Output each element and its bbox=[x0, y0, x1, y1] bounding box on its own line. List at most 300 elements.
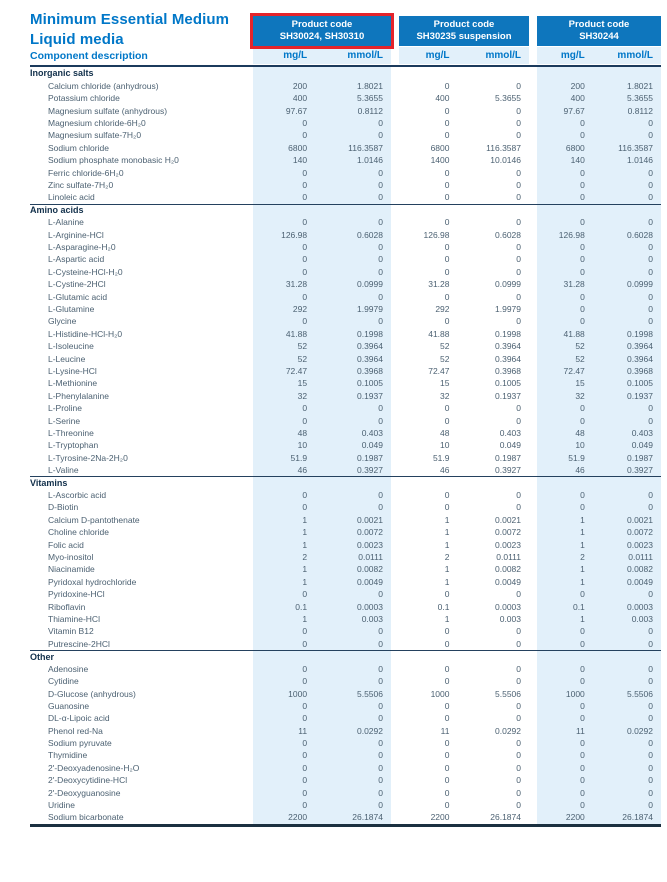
mmol-value: 0 bbox=[516, 266, 521, 277]
value-band bbox=[399, 663, 529, 675]
mg-value: 0 bbox=[444, 589, 450, 600]
mg-value: 0 bbox=[580, 291, 585, 302]
mg-value: 1 bbox=[444, 527, 450, 538]
component-row bbox=[30, 228, 661, 240]
product-code-box-3 bbox=[537, 16, 661, 46]
mg-value: 1 bbox=[444, 564, 450, 575]
component-row bbox=[30, 613, 661, 625]
mg-value: 1 bbox=[302, 527, 308, 538]
value-band bbox=[399, 315, 529, 327]
component-label: 2'-Deoxyguanosine bbox=[48, 787, 121, 798]
value-band bbox=[537, 588, 661, 600]
mmol-value: 0.1987 bbox=[495, 452, 521, 463]
mg-value: 126.98 bbox=[281, 229, 308, 240]
mg-value: 2 bbox=[444, 552, 450, 563]
mg-value: 10 bbox=[575, 440, 585, 451]
value-band bbox=[399, 725, 529, 737]
mmol-value: 0 bbox=[648, 713, 653, 724]
mmol-value: 5.5506 bbox=[356, 688, 383, 699]
value-band bbox=[253, 315, 391, 327]
mg-value: 15 bbox=[440, 378, 450, 389]
component-row bbox=[30, 80, 661, 92]
mg-value: 0 bbox=[302, 266, 308, 277]
value-band bbox=[253, 675, 391, 687]
mg-value: 1 bbox=[444, 539, 450, 550]
component-row bbox=[30, 786, 661, 798]
value-band bbox=[253, 377, 391, 389]
value-band bbox=[537, 179, 661, 191]
value-band bbox=[537, 811, 661, 823]
component-label: L-Histidine-HCl-H₂0 bbox=[48, 328, 123, 339]
mmol-value: 0 bbox=[648, 490, 653, 501]
value-band bbox=[399, 427, 529, 439]
mmol-value: 0.0021 bbox=[626, 514, 653, 525]
mg-value: 15 bbox=[297, 378, 308, 389]
component-label: Magnesium sulfate-7H₂0 bbox=[48, 130, 142, 141]
mmol-value: 5.3655 bbox=[356, 93, 383, 104]
mg-value: 0 bbox=[580, 626, 585, 637]
mmol-value: 0 bbox=[648, 117, 653, 128]
component-row bbox=[30, 290, 661, 302]
value-band bbox=[399, 588, 529, 600]
mg-value: 0 bbox=[444, 316, 450, 327]
component-row bbox=[30, 625, 661, 637]
value-band bbox=[253, 737, 391, 749]
mmol-value: 0 bbox=[648, 676, 653, 687]
value-band bbox=[399, 352, 529, 364]
value-band bbox=[537, 774, 661, 786]
mmol-value: 0 bbox=[648, 750, 653, 761]
unit-mg-header-3: mg/L bbox=[560, 50, 585, 61]
mmol-value: 0 bbox=[378, 254, 383, 265]
mmol-value: 0 bbox=[516, 254, 521, 265]
mg-value: 0 bbox=[302, 700, 308, 711]
mg-value: 0 bbox=[580, 800, 585, 811]
component-row bbox=[30, 117, 661, 129]
mg-value: 0 bbox=[580, 316, 585, 327]
mmol-value: 0.0292 bbox=[626, 725, 653, 736]
mg-value: 97.67 bbox=[285, 105, 308, 116]
section-header-row bbox=[30, 67, 661, 80]
mg-value: 32 bbox=[440, 390, 450, 401]
component-label: Thymidine bbox=[48, 750, 88, 761]
component-label: L-Phenylalanine bbox=[48, 390, 109, 401]
mmol-value: 1.0146 bbox=[356, 155, 383, 166]
page-title-line2: Liquid media bbox=[30, 31, 124, 48]
mmol-value: 0 bbox=[378, 291, 383, 302]
value-band bbox=[399, 154, 529, 166]
value-band bbox=[253, 228, 391, 240]
mmol-value: 0 bbox=[648, 291, 653, 302]
mmol-value: 0.0082 bbox=[356, 564, 383, 575]
value-band bbox=[537, 414, 661, 426]
value-band bbox=[253, 191, 391, 203]
value-band bbox=[399, 142, 529, 154]
component-row bbox=[30, 799, 661, 811]
mmol-value: 0 bbox=[648, 304, 653, 315]
mg-value: 1 bbox=[302, 613, 308, 624]
mmol-value: 0 bbox=[516, 626, 521, 637]
mmol-value: 10.0146 bbox=[490, 155, 521, 166]
value-band bbox=[399, 576, 529, 588]
component-label: Choline chloride bbox=[48, 527, 109, 538]
unit-mmol-header-3: mmol/L bbox=[617, 50, 653, 61]
value-band bbox=[399, 625, 529, 637]
value-band bbox=[537, 352, 661, 364]
mmol-value: 0 bbox=[648, 762, 653, 773]
mg-value: 72.47 bbox=[563, 365, 585, 376]
component-row bbox=[30, 600, 661, 612]
mg-value: 0 bbox=[302, 663, 308, 674]
mmol-value: 0 bbox=[378, 242, 383, 253]
component-label: Uridine bbox=[48, 800, 75, 811]
value-band bbox=[253, 365, 391, 377]
value-band bbox=[253, 526, 391, 538]
mg-value: 11 bbox=[575, 725, 585, 736]
mg-value: 1 bbox=[580, 613, 585, 624]
mmol-value: 0 bbox=[648, 167, 653, 178]
value-band bbox=[253, 811, 391, 823]
component-row bbox=[30, 191, 661, 203]
component-row bbox=[30, 563, 661, 575]
mmol-value: 0 bbox=[378, 403, 383, 414]
component-label: L-Proline bbox=[48, 403, 83, 414]
mg-value: 2 bbox=[302, 552, 308, 563]
component-row bbox=[30, 365, 661, 377]
mmol-value: 0.3968 bbox=[626, 365, 653, 376]
component-label: L-Arginine-HCl bbox=[48, 229, 104, 240]
mg-value: 0 bbox=[444, 192, 450, 203]
mmol-value: 0.3927 bbox=[356, 465, 383, 476]
mmol-value: 0 bbox=[378, 738, 383, 749]
mg-value: 2 bbox=[580, 552, 585, 563]
mg-value: 1 bbox=[302, 576, 308, 587]
value-band bbox=[399, 762, 529, 774]
mmol-value: 0 bbox=[516, 750, 521, 761]
mg-value: 0 bbox=[580, 117, 585, 128]
mg-value: 0 bbox=[580, 266, 585, 277]
mmol-value: 5.5506 bbox=[495, 688, 521, 699]
mmol-value: 0.0023 bbox=[626, 539, 653, 550]
mg-value: 6800 bbox=[565, 142, 585, 153]
mg-value: 11 bbox=[440, 725, 450, 736]
value-band bbox=[253, 104, 391, 116]
value-band bbox=[537, 104, 661, 116]
value-band bbox=[399, 303, 529, 315]
component-label: L-Cystine-2HCl bbox=[48, 279, 106, 290]
mmol-value: 0 bbox=[648, 130, 653, 141]
value-band bbox=[253, 216, 391, 228]
mg-value: 52 bbox=[297, 341, 308, 352]
value-band bbox=[399, 563, 529, 575]
component-row bbox=[30, 179, 661, 191]
mmol-value: 0 bbox=[648, 266, 653, 277]
value-band bbox=[399, 129, 529, 141]
mg-value: 2200 bbox=[565, 812, 585, 823]
component-row bbox=[30, 166, 661, 178]
mmol-value: 0.3964 bbox=[626, 353, 653, 364]
value-band bbox=[537, 700, 661, 712]
value-band bbox=[537, 328, 661, 340]
value-band bbox=[253, 600, 391, 612]
component-label: Calcium D-pantothenate bbox=[48, 514, 140, 525]
mg-value: 0 bbox=[302, 403, 308, 414]
value-band bbox=[253, 588, 391, 600]
value-band bbox=[253, 253, 391, 265]
value-band bbox=[399, 526, 529, 538]
mg-value: 0 bbox=[444, 700, 450, 711]
value-band bbox=[253, 352, 391, 364]
mmol-value: 0 bbox=[378, 415, 383, 426]
mmol-value: 0 bbox=[378, 179, 383, 190]
mmol-value: 0.0082 bbox=[495, 564, 521, 575]
value-band bbox=[253, 638, 391, 650]
mg-value: 1 bbox=[302, 514, 308, 525]
mmol-value: 0 bbox=[516, 787, 521, 798]
mmol-value: 0 bbox=[378, 800, 383, 811]
mg-value: 0 bbox=[444, 775, 450, 786]
mmol-value: 0.0082 bbox=[626, 564, 653, 575]
component-row bbox=[30, 104, 661, 116]
mg-value: 200 bbox=[570, 80, 585, 91]
value-band bbox=[537, 154, 661, 166]
mg-value: 1000 bbox=[430, 688, 450, 699]
mmol-value: 0 bbox=[516, 490, 521, 501]
mmol-value: 0.1005 bbox=[495, 378, 521, 389]
component-label: Riboflavin bbox=[48, 601, 86, 612]
mg-value: 0 bbox=[302, 192, 308, 203]
component-row bbox=[30, 253, 661, 265]
mg-value: 31.28 bbox=[428, 279, 450, 290]
component-row bbox=[30, 315, 661, 327]
mg-value: 0 bbox=[580, 254, 585, 265]
mg-value: 0 bbox=[580, 179, 585, 190]
component-label: L-Glutamic acid bbox=[48, 291, 108, 302]
value-band bbox=[253, 464, 391, 476]
value-band bbox=[537, 613, 661, 625]
mmol-value: 0.3927 bbox=[495, 465, 521, 476]
mmol-value: 0.3968 bbox=[356, 365, 383, 376]
mg-value: 0 bbox=[302, 254, 308, 265]
mg-value: 0 bbox=[444, 750, 450, 761]
mg-value: 97.67 bbox=[563, 105, 585, 116]
component-row bbox=[30, 712, 661, 724]
mg-value: 0 bbox=[580, 130, 585, 141]
header-label-column bbox=[30, 10, 245, 64]
mg-value: 0 bbox=[302, 217, 308, 228]
component-row bbox=[30, 588, 661, 600]
mmol-value: 0 bbox=[648, 217, 653, 228]
mg-value: 1 bbox=[444, 613, 450, 624]
mmol-value: 0 bbox=[516, 192, 521, 203]
value-band bbox=[399, 241, 529, 253]
mg-value: 0 bbox=[302, 676, 308, 687]
component-label: L-Tryptophan bbox=[48, 440, 99, 451]
value-band bbox=[399, 205, 529, 217]
mmol-value: 0 bbox=[648, 502, 653, 513]
mg-value: 0 bbox=[444, 415, 450, 426]
mmol-value: 0 bbox=[378, 316, 383, 327]
value-band bbox=[253, 414, 391, 426]
mmol-value: 0.0999 bbox=[356, 279, 383, 290]
value-band bbox=[399, 651, 529, 663]
mg-value: 0 bbox=[302, 117, 308, 128]
mmol-value: 0 bbox=[378, 787, 383, 798]
component-row bbox=[30, 352, 661, 364]
mmol-value: 0 bbox=[516, 738, 521, 749]
mg-value: 0 bbox=[580, 490, 585, 501]
mmol-value: 0 bbox=[378, 762, 383, 773]
value-band bbox=[253, 129, 391, 141]
value-band bbox=[253, 303, 391, 315]
mmol-value: 0.1998 bbox=[356, 328, 383, 339]
mg-value: 52 bbox=[297, 353, 308, 364]
mmol-value: 0.3927 bbox=[626, 465, 653, 476]
mmol-value: 0 bbox=[378, 638, 383, 649]
value-band bbox=[399, 786, 529, 798]
mmol-value: 0 bbox=[516, 713, 521, 724]
value-band bbox=[537, 563, 661, 575]
value-band bbox=[253, 551, 391, 563]
mmol-value: 0 bbox=[378, 589, 383, 600]
value-band bbox=[537, 526, 661, 538]
component-label: L-Isoleucine bbox=[48, 341, 94, 352]
mg-value: 0 bbox=[302, 179, 308, 190]
mg-value: 1 bbox=[580, 539, 585, 550]
value-band bbox=[537, 390, 661, 402]
component-row bbox=[30, 216, 661, 228]
mmol-value: 0.1005 bbox=[626, 378, 653, 389]
value-band bbox=[399, 687, 529, 699]
product-code-box-2 bbox=[399, 16, 529, 46]
mmol-value: 0 bbox=[648, 800, 653, 811]
component-label: Folic acid bbox=[48, 539, 84, 550]
value-band bbox=[537, 166, 661, 178]
value-band bbox=[537, 365, 661, 377]
mmol-value: 0.003 bbox=[361, 613, 383, 624]
value-band bbox=[537, 290, 661, 302]
value-band bbox=[399, 92, 529, 104]
mg-value: 0 bbox=[580, 304, 585, 315]
mg-value: 1 bbox=[444, 514, 450, 525]
mg-value: 10 bbox=[297, 440, 308, 451]
mg-value: 0 bbox=[580, 762, 585, 773]
component-label: Niacinamide bbox=[48, 564, 95, 575]
mmol-value: 0.049 bbox=[631, 440, 653, 451]
mg-value: 400 bbox=[435, 93, 450, 104]
value-band bbox=[537, 514, 661, 526]
value-band bbox=[253, 749, 391, 761]
mmol-value: 0.0292 bbox=[495, 725, 521, 736]
value-band bbox=[537, 439, 661, 451]
component-row bbox=[30, 402, 661, 414]
mg-value: 0 bbox=[444, 117, 450, 128]
mg-value: 0 bbox=[580, 217, 585, 228]
value-band bbox=[537, 737, 661, 749]
mg-value: 0 bbox=[302, 750, 308, 761]
value-band bbox=[399, 675, 529, 687]
value-band bbox=[537, 92, 661, 104]
value-band bbox=[399, 551, 529, 563]
mmol-value: 0 bbox=[378, 490, 383, 501]
component-label: L-Aspartic acid bbox=[48, 254, 105, 265]
mmol-value: 0 bbox=[648, 589, 653, 600]
mmol-value: 0.0049 bbox=[356, 576, 383, 587]
mg-value: 0 bbox=[580, 787, 585, 798]
mg-value: 52 bbox=[575, 353, 585, 364]
mmol-value: 1.0146 bbox=[626, 155, 653, 166]
mmol-value: 0 bbox=[516, 403, 521, 414]
value-band bbox=[253, 154, 391, 166]
mg-value: 72.47 bbox=[428, 365, 450, 376]
value-band bbox=[253, 477, 391, 489]
component-row bbox=[30, 414, 661, 426]
mmol-value: 0 bbox=[378, 266, 383, 277]
mmol-value: 0 bbox=[378, 502, 383, 513]
value-band bbox=[537, 191, 661, 203]
component-label: Vitamin B12 bbox=[48, 626, 94, 637]
mmol-value: 0 bbox=[648, 700, 653, 711]
component-label: L-Threonine bbox=[48, 427, 94, 438]
mmol-value: 0 bbox=[648, 316, 653, 327]
product-code-label-1: Product code bbox=[291, 19, 353, 30]
value-band bbox=[253, 489, 391, 501]
mg-value: 140 bbox=[292, 155, 308, 166]
value-band bbox=[399, 80, 529, 92]
value-band bbox=[399, 390, 529, 402]
component-row bbox=[30, 663, 661, 675]
value-band bbox=[399, 489, 529, 501]
value-band bbox=[537, 663, 661, 675]
mmol-value: 0 bbox=[516, 242, 521, 253]
component-label: L-Tyrosine-2Na-2H₂0 bbox=[48, 452, 128, 463]
value-band bbox=[537, 749, 661, 761]
value-band bbox=[399, 216, 529, 228]
component-row bbox=[30, 241, 661, 253]
value-band bbox=[537, 600, 661, 612]
value-band bbox=[537, 315, 661, 327]
component-label: Pyridoxine-HCl bbox=[48, 589, 105, 600]
component-label: L-Valine bbox=[48, 465, 79, 476]
mmol-value: 0 bbox=[516, 80, 521, 91]
value-band bbox=[399, 600, 529, 612]
value-band bbox=[253, 799, 391, 811]
value-band bbox=[399, 514, 529, 526]
mmol-value: 0.8112 bbox=[627, 105, 653, 116]
product-code-value-3: SH30244 bbox=[579, 30, 619, 42]
unit-mmol-header-1: mmol/L bbox=[347, 50, 383, 61]
value-band bbox=[537, 402, 661, 414]
value-band bbox=[399, 477, 529, 489]
component-label: Magnesium chloride-6H₂0 bbox=[48, 117, 146, 128]
component-row bbox=[30, 501, 661, 513]
mmol-value: 0 bbox=[516, 179, 521, 190]
value-band bbox=[253, 700, 391, 712]
value-band bbox=[253, 663, 391, 675]
mmol-value: 0.0292 bbox=[356, 725, 383, 736]
component-label: Calcium chloride (anhydrous) bbox=[48, 80, 159, 91]
value-band bbox=[399, 737, 529, 749]
mg-value: 0.1 bbox=[572, 601, 585, 612]
value-band bbox=[253, 278, 391, 290]
component-label: Pyridoxal hydrochloride bbox=[48, 576, 137, 587]
mg-value: 1 bbox=[444, 576, 450, 587]
mg-value: 0 bbox=[580, 713, 585, 724]
mmol-value: 0.6028 bbox=[495, 229, 521, 240]
mmol-value: 0.0021 bbox=[356, 514, 383, 525]
mmol-value: 0.0023 bbox=[495, 539, 521, 550]
component-label: Zinc sulfate-7H₂0 bbox=[48, 179, 114, 190]
